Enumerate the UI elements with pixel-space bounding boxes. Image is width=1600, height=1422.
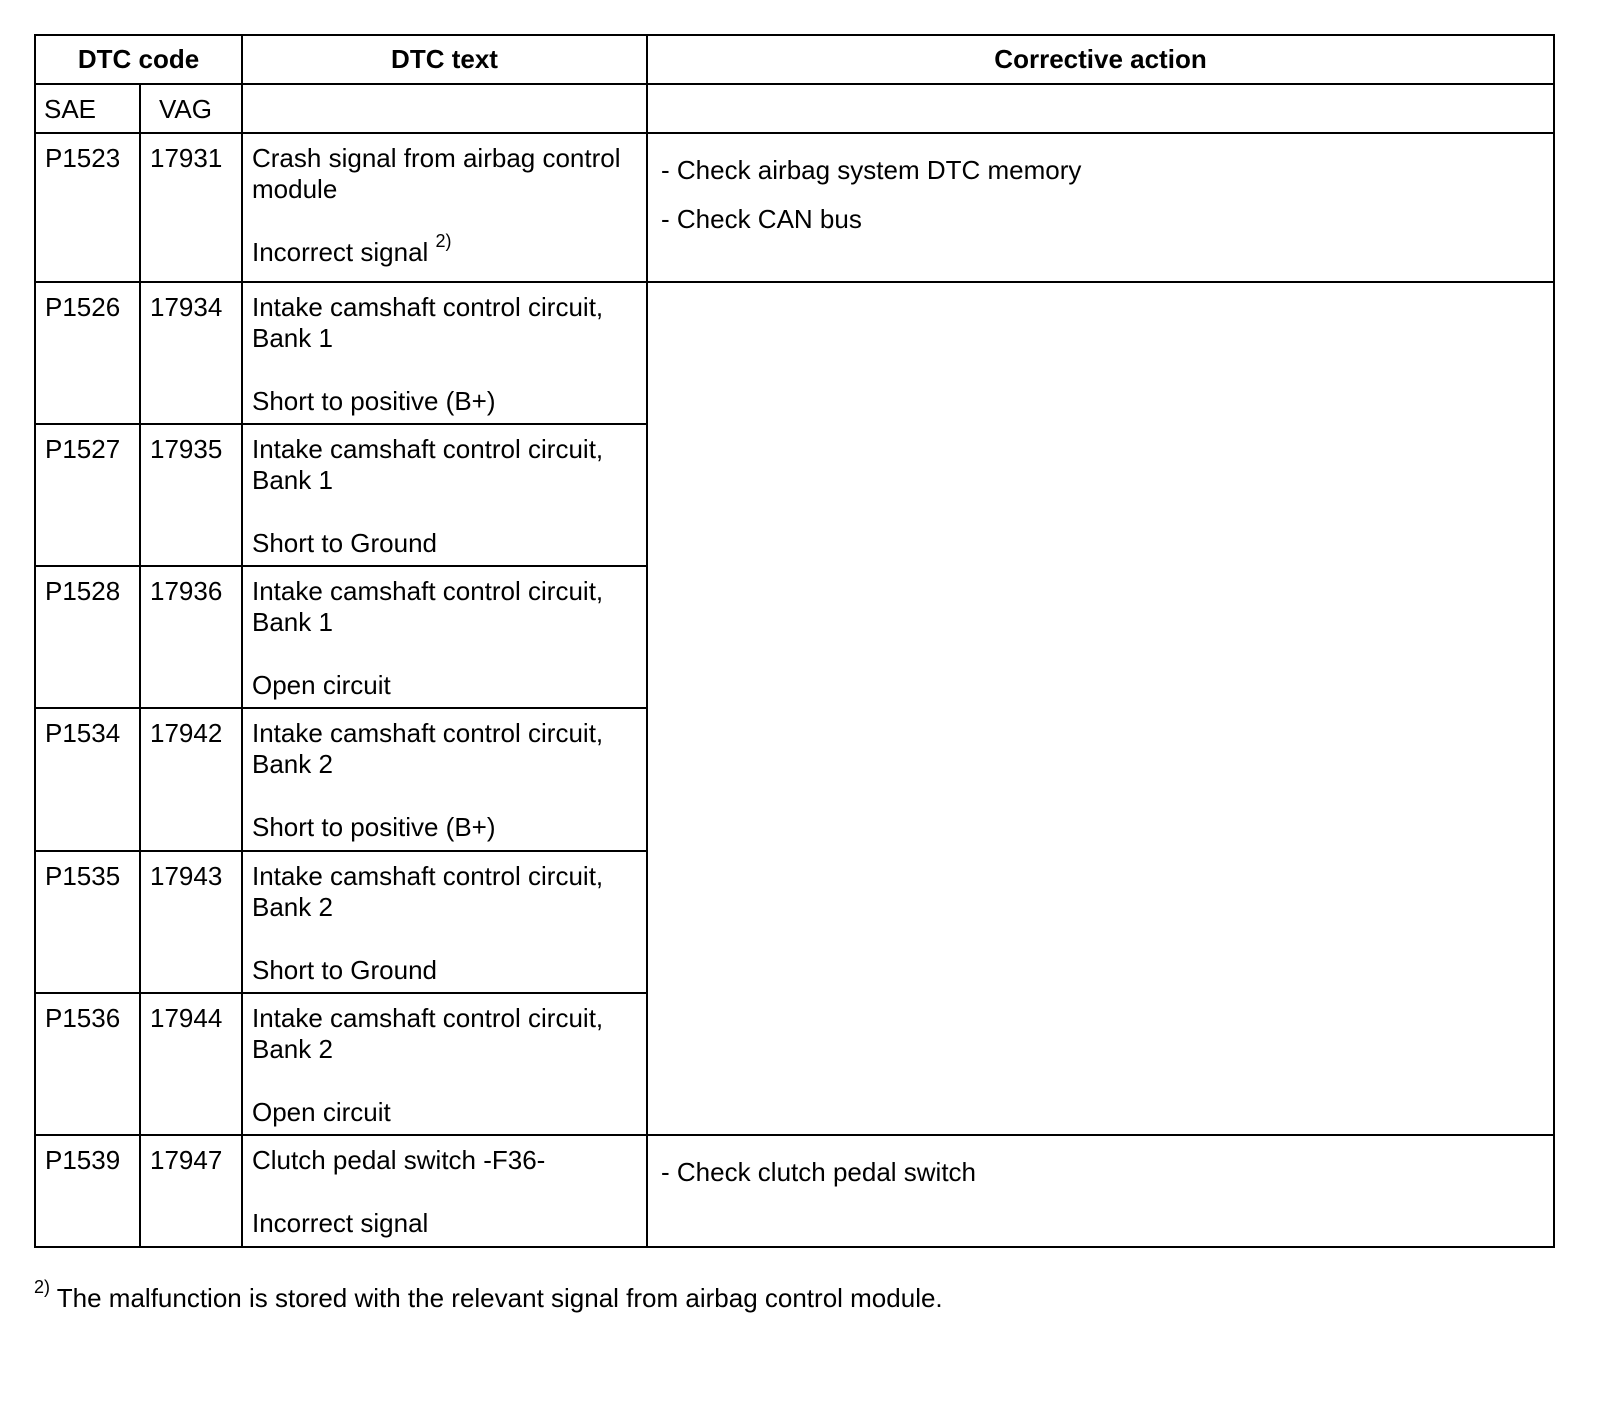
header-dtc-code: DTC code (35, 35, 242, 84)
action-check-can-bus: - Check CAN bus (661, 204, 862, 234)
dtc-status-text: Incorrect signal (252, 237, 429, 267)
sae-code: P1535 (45, 861, 121, 891)
vag-code-cell (140, 566, 242, 708)
dtc-text-cell (242, 424, 647, 566)
vag-code-cell (140, 708, 242, 851)
dtc-text-cell (242, 566, 647, 708)
vag-code: 17942 (150, 718, 223, 748)
vag-code-cell (140, 1135, 242, 1247)
dtc-text-cell (242, 133, 647, 282)
dtc-text-cell (242, 708, 647, 851)
footnote-reference: 2) (435, 231, 452, 252)
sae-code-cell (35, 133, 140, 282)
footnote-text: The malfunction is stored with the relevant signal from airbag control module. (50, 1283, 943, 1313)
table-row (35, 1135, 1554, 1247)
dtc-description: Intake camshaft control circuit, Bank 2 (252, 1003, 604, 1064)
sae-code-cell (35, 282, 140, 424)
footnote (34, 1277, 943, 1314)
sae-code-cell (35, 708, 140, 851)
vag-code-cell (140, 133, 242, 282)
dtc-status: Open circuit (252, 670, 391, 700)
subheader-empty-text (242, 84, 647, 133)
dtc-text-cell (242, 1135, 647, 1247)
dtc-description: Intake camshaft control circuit, Bank 2 (252, 861, 604, 922)
vag-code: 17931 (150, 143, 223, 173)
sae-code-cell (35, 1135, 140, 1247)
dtc-status: Short to Ground (252, 955, 437, 985)
dtc-description: Intake camshaft control circuit, Bank 2 (252, 718, 604, 779)
vag-code: 17944 (150, 1003, 223, 1033)
sae-code: P1523 (45, 143, 121, 173)
header-corrective-action: Corrective action (647, 35, 1554, 84)
dtc-status (252, 231, 638, 268)
vag-code: 17936 (150, 576, 223, 606)
sae-code-cell (35, 851, 140, 993)
vag-code-cell (140, 993, 242, 1135)
corrective-action-cell-clutch (647, 1135, 1554, 1247)
dtc-status: Short to Ground (252, 528, 437, 558)
header-dtc-text: DTC text (242, 35, 647, 84)
subheader-empty-action (647, 84, 1554, 133)
dtc-status: Short to positive (B+) (252, 386, 496, 416)
sae-code: P1526 (45, 292, 121, 322)
sae-code-cell (35, 424, 140, 566)
corrective-action-cell-empty (647, 282, 1554, 1135)
footnote-marker: 2) (34, 1277, 51, 1298)
dtc-status: Short to positive (B+) (252, 812, 496, 842)
dtc-text-cell (242, 851, 647, 993)
dtc-text-cell (242, 282, 647, 424)
vag-code-cell (140, 282, 242, 424)
sae-code: P1539 (45, 1145, 121, 1175)
subheader-vag: VAG (140, 84, 242, 133)
dtc-description: Intake camshaft control circuit, Bank 1 (252, 292, 604, 353)
dtc-status: Incorrect signal (252, 1208, 429, 1238)
sae-code: P1534 (45, 718, 121, 748)
subheader-sae: SAE (35, 84, 140, 133)
dtc-description: Intake camshaft control circuit, Bank 1 (252, 576, 604, 637)
table-row (35, 133, 1554, 282)
dtc-description: Crash signal from airbag control module (252, 143, 621, 204)
table-row (35, 282, 1554, 424)
vag-code-cell (140, 851, 242, 993)
vag-code: 17943 (150, 861, 223, 891)
sae-code-cell (35, 993, 140, 1135)
dtc-description: Clutch pedal switch -F36- (252, 1145, 546, 1175)
table-header-row (35, 35, 1554, 84)
action-check-airbag-memory: - Check airbag system DTC memory (661, 155, 1082, 185)
dtc-description: Intake camshaft control circuit, Bank 1 (252, 434, 604, 495)
corrective-action-cell-airbag (647, 133, 1554, 282)
sae-code-cell (35, 566, 140, 708)
vag-code-cell (140, 424, 242, 566)
vag-code: 17934 (150, 292, 223, 322)
sae-code: P1528 (45, 576, 121, 606)
vag-code: 17947 (150, 1145, 223, 1175)
dtc-table (34, 34, 1555, 1248)
dtc-status: Open circuit (252, 1097, 391, 1127)
sae-code: P1527 (45, 434, 121, 464)
table-subheader-row (35, 84, 1554, 133)
vag-code: 17935 (150, 434, 223, 464)
sae-code: P1536 (45, 1003, 121, 1033)
dtc-text-cell (242, 993, 647, 1135)
action-check-clutch-switch: - Check clutch pedal switch (661, 1157, 977, 1187)
